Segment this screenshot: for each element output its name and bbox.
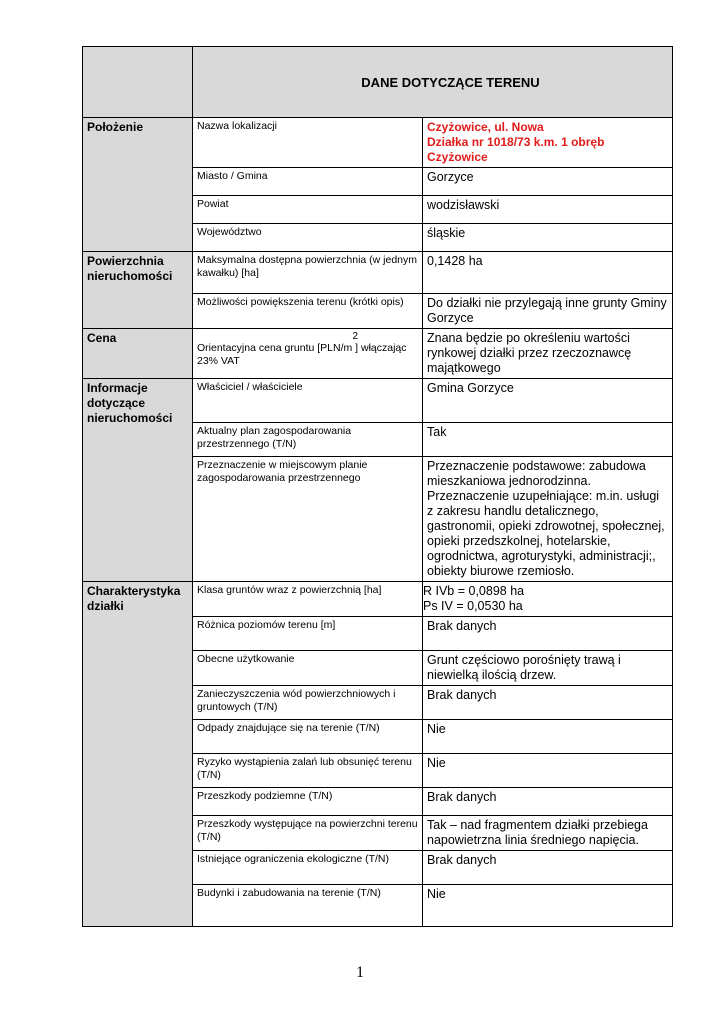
label-nazwa-lokalizacji: Nazwa lokalizacji (193, 118, 423, 168)
value-line: Działka nr 1018/73 k.m. 1 obręb (427, 135, 605, 149)
value-odpady: Nie (423, 720, 673, 754)
label-klasa: Klasa gruntów wraz z powierzchnią [ha] (193, 582, 423, 617)
value-line: R IVb = 0,0898 ha (423, 584, 525, 598)
value-nazwa-lokalizacji (423, 118, 673, 168)
page-number: 1 (356, 964, 364, 981)
value-zanieczyszczenia: Brak danych (423, 686, 673, 720)
category-charakterystyka: Charakterystyka działki (83, 582, 193, 927)
value-line: Ps IV = 0,0530 ha (423, 599, 523, 613)
label-roznica: Różnica poziomów terenu [m] (193, 617, 423, 651)
label-miasto: Miasto / Gmina (193, 168, 423, 196)
value-line: Czyżowice, ul. Nowa (427, 120, 544, 134)
label-przeszkody-podziemne: Przeszkody podziemne (T/N) (193, 788, 423, 816)
value-mozliwosci: Do działki nie przylegają inne grunty Gminy Gorzyce (423, 294, 673, 329)
label-zanieczyszczenia: Zanieczyszczenia wód powierzchniowych i gruntowych (T/N) (193, 686, 423, 720)
label-wlasciciel: Właściciel / właściciele (193, 379, 423, 423)
label-wojewodztwo: Województwo (193, 224, 423, 252)
label-ryzyko: Ryzyko wystąpienia zalań lub obsunięć terenu (T/N) (193, 754, 423, 788)
value-wojewodztwo: śląskie (423, 224, 673, 252)
value-przeznaczenie: Przeznaczenie podstawowe: zabudowa mieszkaniowa jednorodzinna. Przeznaczenie uzupełniające: m.in. usługi z zakresu handlu detalicznego, gastronomii, opieki zdrowotnej, społecznej, opieki przedszkolnej, hotelarskie, ogrodnictwa, agroturystyki, administracji;, obiekty biurowe rzemiosło. (423, 457, 673, 582)
value-max-powierzchnia: 0,1428 ha (423, 252, 673, 294)
label-cena (193, 329, 423, 379)
label-przeznaczenie: Przeznaczenie w miejscowym planie zagospodarowania przestrzennego (193, 457, 423, 582)
label-uzytkowanie: Obecne użytkowanie (193, 651, 423, 686)
label-budynki: Budynki i zabudowania na terenie (T/N) (193, 885, 423, 927)
table-title: DANE DOTYCZĄCE TERENU (193, 47, 673, 118)
value-ograniczenia: Brak danych (423, 851, 673, 885)
label-odpady: Odpady znajdujące się na terenie (T/N) (193, 720, 423, 754)
category-powierzchnia: Powierzchnia nieruchomości (83, 252, 193, 329)
label-powiat: Powiat (193, 196, 423, 224)
value-plan: Tak (423, 423, 673, 457)
superscript-2: 2 (352, 331, 358, 342)
value-powiat: wodzisławski (423, 196, 673, 224)
value-miasto: Gorzyce (423, 168, 673, 196)
value-ryzyko: Nie (423, 754, 673, 788)
label-plan: Aktualny plan zagospodarowania przestrzennego (T/N) (193, 423, 423, 457)
land-data-table (82, 46, 673, 927)
value-przeszkody-podziemne: Brak danych (423, 788, 673, 816)
value-roznica: Brak danych (423, 617, 673, 651)
value-line: Czyżowice (427, 150, 488, 164)
value-klasa (423, 582, 673, 617)
label-max-powierzchnia: Maksymalna dostępna powierzchnia (w jednym kawałku) [ha] (193, 252, 423, 294)
value-cena: Znana będzie po określeniu wartości rynkowej działki przez rzeczoznawcę majątkowego (423, 329, 673, 379)
category-informacje: Informacje dotyczące nieruchomości (83, 379, 193, 582)
label-mozliwosci: Możliwości powiększenia terenu (krótki opis) (193, 294, 423, 329)
header-blank-cell (83, 47, 193, 118)
label-cena-text: Orientacyjna cena gruntu [PLN/m ] włączając 23% VAT (197, 342, 407, 367)
value-przeszkody-powierzchnia: Tak – nad fragmentem działki przebiega napowietrzna linia średniego napięcia. (423, 816, 673, 851)
label-ograniczenia: Istniejące ograniczenia ekologiczne (T/N) (193, 851, 423, 885)
category-cena: Cena (83, 329, 193, 379)
value-wlasciciel: Gmina Gorzyce (423, 379, 673, 423)
value-uzytkowanie: Grunt częściowo porośnięty trawą i niewielką ilością drzew. (423, 651, 673, 686)
label-przeszkody-powierzchnia: Przeszkody występujące na powierzchni terenu (T/N) (193, 816, 423, 851)
value-budynki: Nie (423, 885, 673, 927)
category-polozenie: Położenie (83, 118, 193, 252)
